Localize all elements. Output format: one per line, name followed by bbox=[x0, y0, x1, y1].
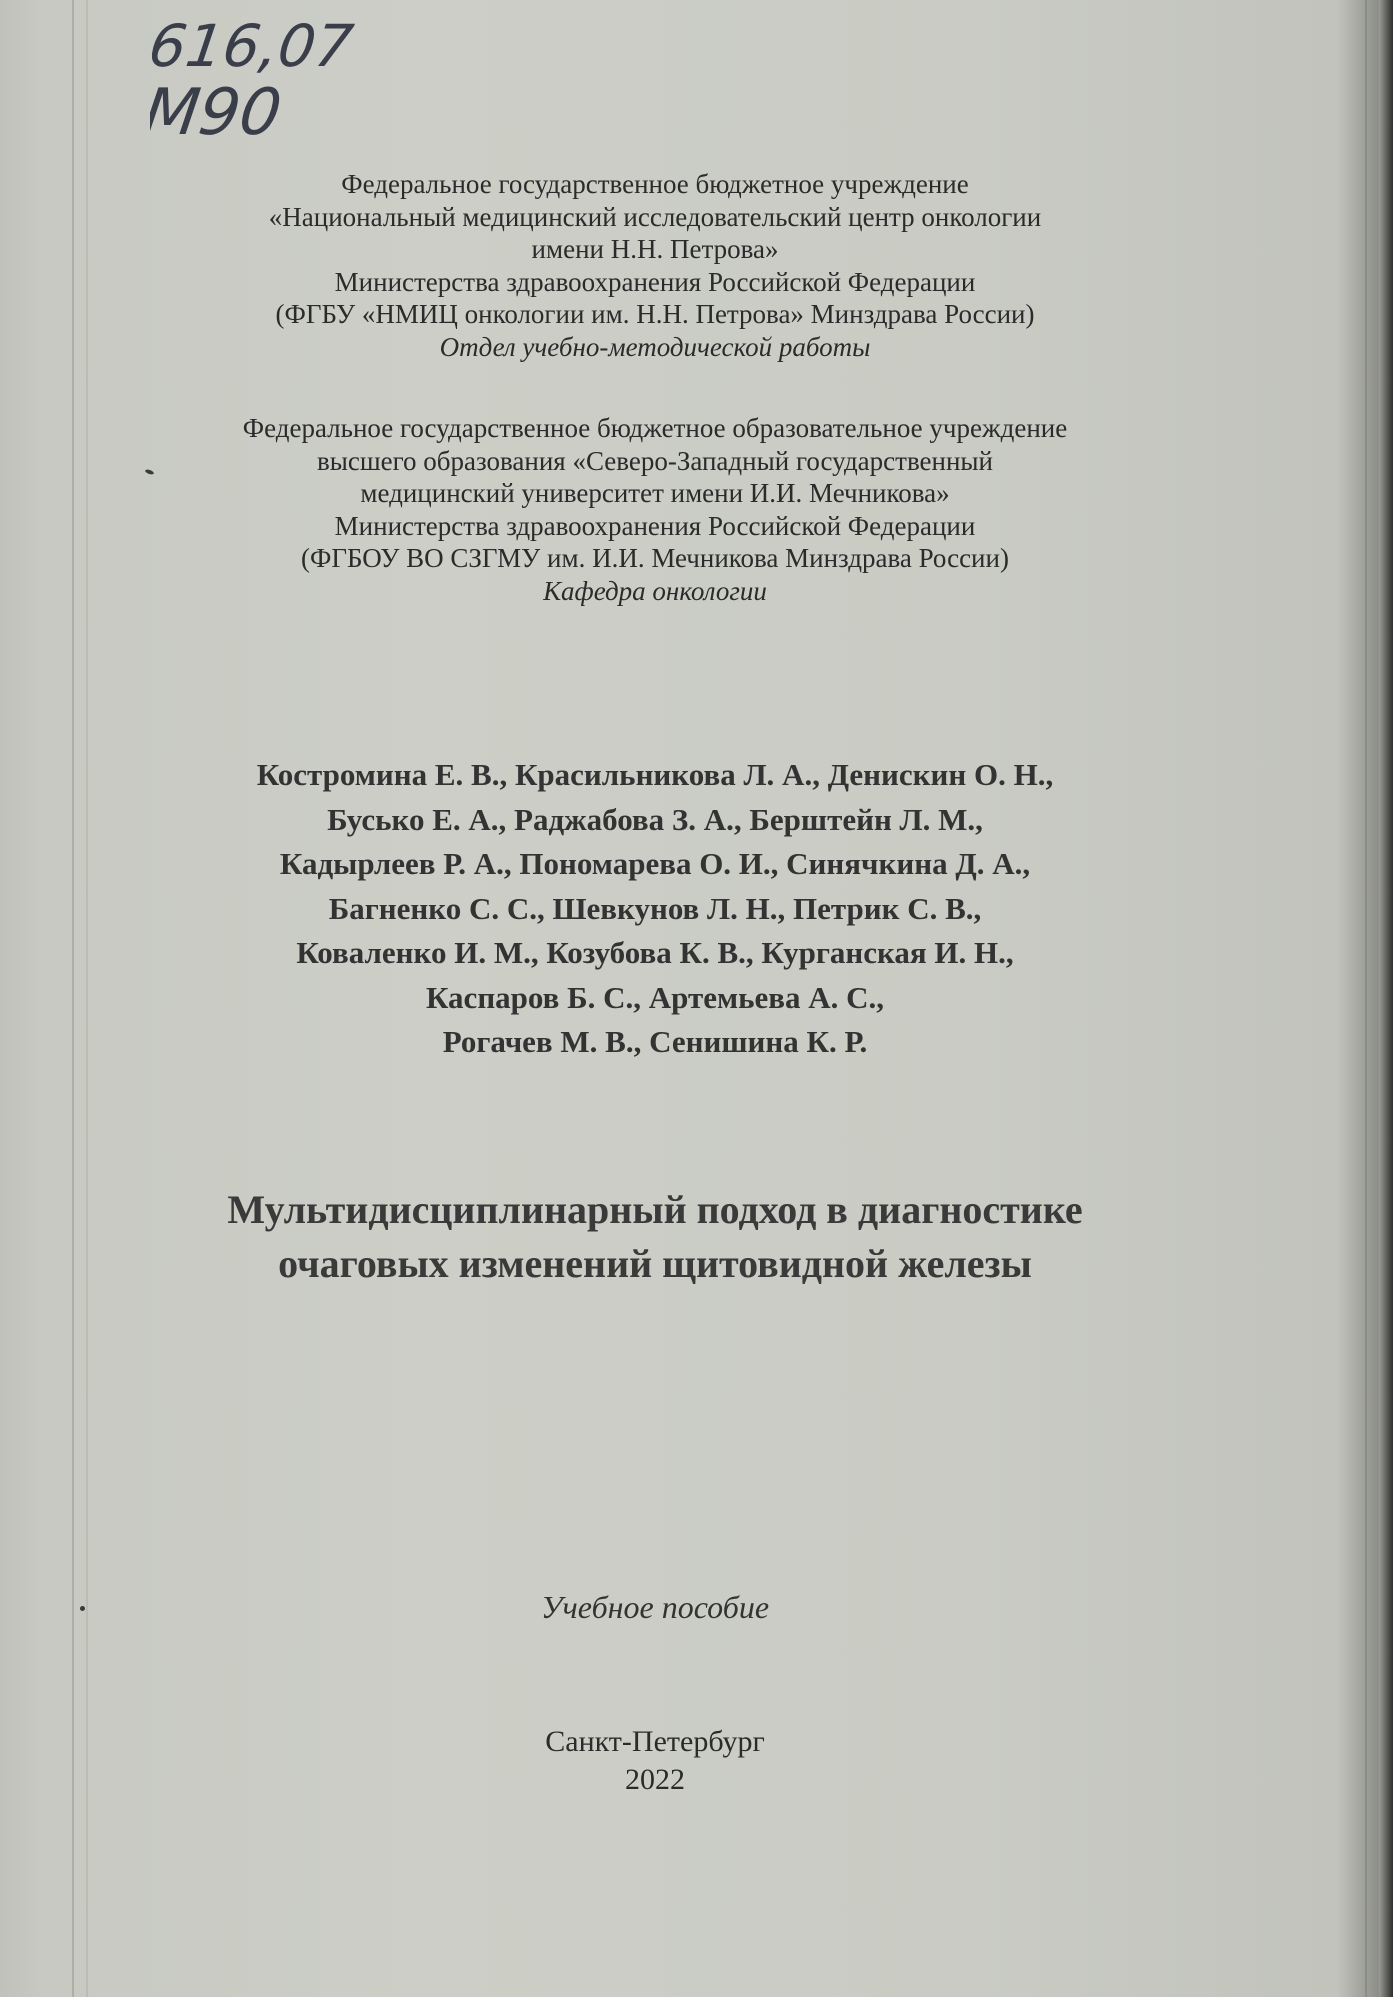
authors-line: Костромина Е. В., Красильникова Л. А., Денискин О. Н., bbox=[256, 757, 1054, 792]
institution-2-line: высшего образования «Северо-Западный государственный bbox=[316, 445, 994, 476]
call-number-line2: M90 bbox=[150, 75, 287, 144]
institution-2-department: Кафедра онкологии bbox=[543, 575, 767, 606]
institution-2-line: (ФГБОУ ВО СЗГМУ им. И.И. Мечникова Минздрава России) bbox=[301, 543, 1009, 573]
institution-2-line: Министерства здравоохранения Российской Федерации bbox=[334, 510, 976, 541]
institution-1-line: имени Н.Н. Петрова» bbox=[531, 234, 779, 264]
institution-block-1 bbox=[0, 168, 1310, 363]
institution-block-2 bbox=[0, 412, 1310, 607]
cover-right-crease bbox=[1365, 0, 1367, 1997]
authors-line: Багненко С. С., Шевкунов Л. Н., Петрик С. В., bbox=[328, 890, 982, 926]
institution-1-line: Федеральное государственное бюджетное учреждение bbox=[341, 169, 969, 199]
authors-line: Каспаров Б. С., Артемьева А. С., bbox=[425, 979, 885, 1015]
handwritten-call-number bbox=[150, 14, 430, 144]
book-title-line: очаговых изменений щитовидной железы bbox=[278, 1241, 1032, 1286]
institution-2-line: Федеральное государственное бюджетное образовательное учреждение bbox=[242, 413, 1068, 443]
authors-line: Бусько Е. А., Раджабова З. А., Берштейн Л. М., bbox=[327, 801, 983, 837]
imprint-year: 2022 bbox=[625, 1763, 685, 1796]
cover-right-edge bbox=[1379, 0, 1393, 1997]
institution-2-line: медицинский университет имени И.И. Мечникова» bbox=[360, 478, 950, 508]
imprint bbox=[0, 1723, 1310, 1799]
authors-line: Коваленко И. М., Козубова К. В., Курганская И. Н., bbox=[296, 935, 1014, 970]
institution-1-line: (ФГБУ «НМИЦ онкологии им. Н.Н. Петрова» Минздрава России) bbox=[275, 299, 1035, 329]
imprint-city: Санкт-Петербург bbox=[545, 1725, 765, 1758]
handwritten-call-number-svg bbox=[150, 14, 430, 144]
book-title-line: Мультидисциплинарный подход в диагностике bbox=[227, 1187, 1083, 1232]
institution-1-line: «Национальный медицинский исследовательский центр онкологии bbox=[268, 201, 1042, 232]
authors-line: Рогачев М. В., Сенишина К. Р. bbox=[442, 1024, 868, 1059]
book-title bbox=[0, 1183, 1310, 1291]
cover-speck bbox=[80, 1606, 85, 1611]
authors-list bbox=[0, 753, 1310, 1065]
institution-1-department: Отдел учебно-методической работы bbox=[439, 331, 871, 362]
call-number-line1: 616,07 bbox=[150, 14, 358, 80]
authors-line: Кадырлеев Р. А., Пономарева О. И., Синячкина Д. А., bbox=[279, 846, 1031, 881]
institution-1-line: Министерства здравоохранения Российской Федерации bbox=[334, 266, 976, 297]
publication-type: Учебное пособие bbox=[540, 1589, 770, 1625]
